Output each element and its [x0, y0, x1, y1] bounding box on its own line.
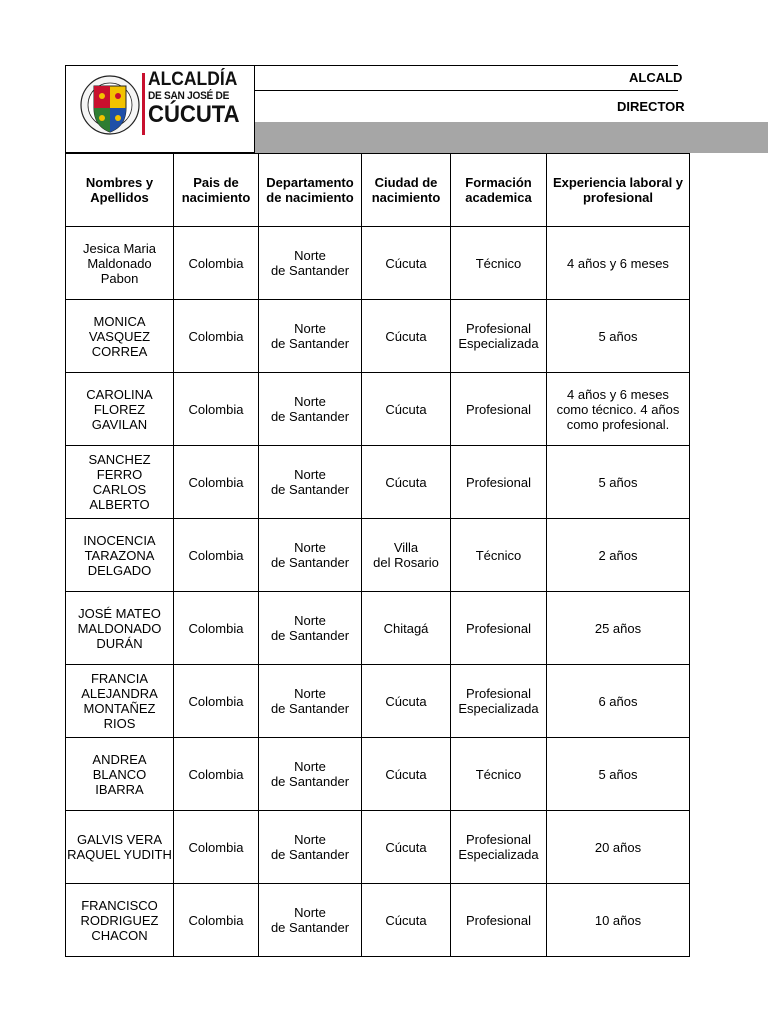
cell-ciudad: Cúcuta — [362, 665, 451, 738]
cell-formacion: Técnico — [451, 519, 547, 592]
table-row — [66, 592, 690, 665]
logo-cell — [65, 65, 255, 153]
cell-formacion: Profesional — [451, 446, 547, 519]
brand-wordmark — [148, 70, 254, 127]
gray-header-band — [255, 122, 768, 153]
cell-formacion: Técnico — [451, 227, 547, 300]
cell-pais: Colombia — [174, 738, 259, 811]
cell-nombre: FRANCISCO RODRIGUEZ CHACON — [66, 884, 174, 957]
cell-pais: Colombia — [174, 446, 259, 519]
document-header — [65, 65, 768, 153]
cell-ciudad: Cúcuta — [362, 738, 451, 811]
table-row — [66, 665, 690, 738]
cell-ciudad: Cúcuta — [362, 446, 451, 519]
column-header-ciudad: Ciudad de nacimiento — [362, 154, 451, 227]
brand-line-3: CÚCUTA — [148, 101, 240, 128]
cell-experiencia: 25 años — [547, 592, 690, 665]
title-row-1 — [255, 65, 683, 91]
brand-line-1: ALCALDÍA — [148, 69, 238, 90]
cell-pais: Colombia — [174, 300, 259, 373]
cell-experiencia: 6 años — [547, 665, 690, 738]
cell-pais: Colombia — [174, 592, 259, 665]
cell-pais: Colombia — [174, 519, 259, 592]
table-row — [66, 446, 690, 519]
cell-departamento: Norte de Santander — [259, 592, 362, 665]
cell-experiencia: 5 años — [547, 446, 690, 519]
cell-formacion: Profesional Especializada — [451, 300, 547, 373]
table-row — [66, 811, 690, 884]
cell-ciudad: Cúcuta — [362, 884, 451, 957]
title-text-2: DIRECTOR — [617, 99, 685, 114]
cell-nombre: SANCHEZ FERRO CARLOS ALBERTO — [66, 446, 174, 519]
cell-experiencia: 4 años y 6 meses — [547, 227, 690, 300]
cell-experiencia: 20 años — [547, 811, 690, 884]
cell-nombre: GALVIS VERA RAQUEL YUDITH — [66, 811, 174, 884]
cell-experiencia: 5 años — [547, 738, 690, 811]
table-row — [66, 519, 690, 592]
cell-departamento: Norte de Santander — [259, 446, 362, 519]
cell-formacion: Profesional — [451, 592, 547, 665]
cell-nombre: JOSÉ MATEO MALDONADO DURÁN — [66, 592, 174, 665]
cell-experiencia: 4 años y 6 meses como técnico. 4 años como profesional. — [547, 373, 690, 446]
title-text-1: ALCALD — [629, 70, 683, 85]
brand-line-2: DE SAN JOSÉ DE — [148, 90, 230, 102]
cell-departamento: Norte de Santander — [259, 665, 362, 738]
coat-of-arms-icon — [80, 72, 140, 138]
cell-departamento: Norte de Santander — [259, 738, 362, 811]
table-row — [66, 373, 690, 446]
cell-formacion: Profesional — [451, 884, 547, 957]
cell-pais: Colombia — [174, 227, 259, 300]
cell-departamento: Norte de Santander — [259, 811, 362, 884]
table-row — [66, 738, 690, 811]
column-header-formacion: Formación academica — [451, 154, 547, 227]
column-header-experiencia: Experiencia laboral y profesional — [547, 154, 690, 227]
cell-departamento: Norte de Santander — [259, 884, 362, 957]
column-header-departamento: Departamento de nacimiento — [259, 154, 362, 227]
cell-ciudad: Villa del Rosario — [362, 519, 451, 592]
cell-departamento: Norte de Santander — [259, 300, 362, 373]
table-row — [66, 300, 690, 373]
cell-nombre: ANDREA BLANCO IBARRA — [66, 738, 174, 811]
cell-formacion: Profesional Especializada — [451, 811, 547, 884]
cell-nombre: INOCENCIA TARAZONA DELGADO — [66, 519, 174, 592]
cell-nombre: FRANCIA ALEJANDRA MONTAÑEZ RIOS — [66, 665, 174, 738]
cell-departamento: Norte de Santander — [259, 519, 362, 592]
title-area — [255, 65, 685, 153]
header-row — [66, 154, 690, 227]
cell-formacion: Profesional — [451, 373, 547, 446]
personnel-table — [65, 153, 690, 957]
cell-departamento: Norte de Santander — [259, 373, 362, 446]
cell-departamento: Norte de Santander — [259, 227, 362, 300]
cell-ciudad: Cúcuta — [362, 300, 451, 373]
brand-accent-bar — [142, 73, 145, 135]
cell-nombre: CAROLINA FLOREZ GAVILAN — [66, 373, 174, 446]
cell-experiencia: 10 años — [547, 884, 690, 957]
cell-pais: Colombia — [174, 811, 259, 884]
cell-experiencia: 2 años — [547, 519, 690, 592]
cell-formacion: Técnico — [451, 738, 547, 811]
cell-experiencia: 5 años — [547, 300, 690, 373]
cell-pais: Colombia — [174, 884, 259, 957]
table-row — [66, 884, 690, 957]
spreadsheet — [65, 65, 768, 943]
cell-ciudad: Cúcuta — [362, 373, 451, 446]
table-row — [66, 227, 690, 300]
column-header-pais: Pais de nacimiento — [174, 154, 259, 227]
title-row-2 — [255, 91, 685, 123]
cell-nombre: MONICA VASQUEZ CORREA — [66, 300, 174, 373]
cell-nombre: Jesica Maria Maldonado Pabon — [66, 227, 174, 300]
cell-pais: Colombia — [174, 665, 259, 738]
cell-ciudad: Chitagá — [362, 592, 451, 665]
cell-pais: Colombia — [174, 373, 259, 446]
cell-ciudad: Cúcuta — [362, 227, 451, 300]
cell-formacion: Profesional Especializada — [451, 665, 547, 738]
column-header-nombres: Nombres y Apellidos — [66, 154, 174, 227]
cell-ciudad: Cúcuta — [362, 811, 451, 884]
